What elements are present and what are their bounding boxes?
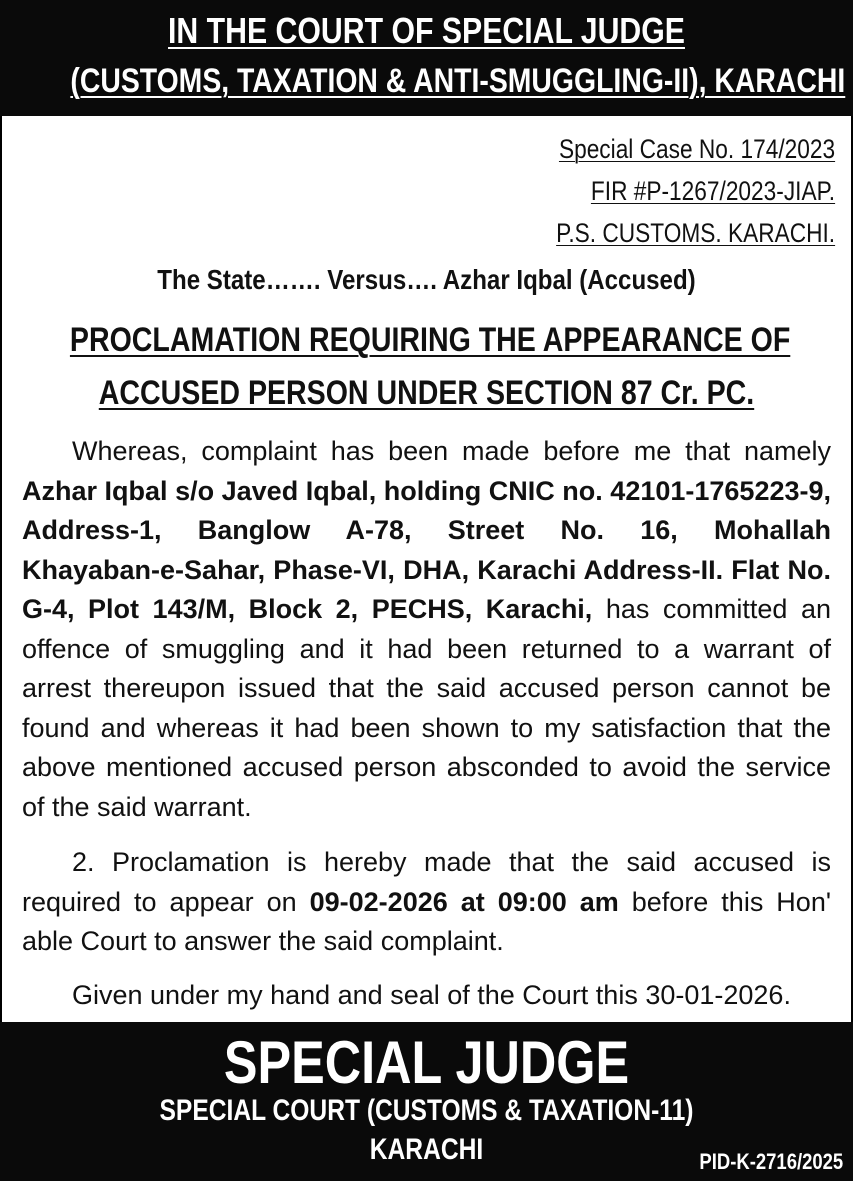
court-title: IN THE COURT OF SPECIAL JUDGE bbox=[168, 10, 685, 51]
para1-line: found and whereas it had been shown to my satisfaction that the bbox=[22, 712, 831, 743]
signatory-court: SPECIAL COURT (CUSTOMS & TAXATION-11) bbox=[159, 1094, 694, 1127]
para2-line: able Court to answer the said complaint. bbox=[22, 926, 504, 956]
case-number: Special Case No. 174/2023 bbox=[558, 134, 835, 164]
proclamation-title-line2: ACCUSED PERSON UNDER SECTION 87 Cr. PC. bbox=[98, 374, 755, 412]
notice-body bbox=[2, 116, 851, 1022]
para1-text: has committed an bbox=[592, 594, 831, 624]
para1-line: above mentioned accused person absconded to avoid the service bbox=[22, 752, 831, 782]
para1-line: arrest thereupon issued that the said accused person cannot be bbox=[22, 673, 831, 703]
para2-line bbox=[22, 883, 831, 923]
para2-line: 2. Proclamation is hereby made that the said accused is bbox=[72, 847, 831, 877]
header-banner bbox=[0, 0, 853, 116]
court-subtitle: (CUSTOMS, TAXATION & ANTI-SMUGGLING-II), KARACHI bbox=[70, 62, 846, 100]
para1-line: of the said warrant. bbox=[22, 791, 252, 822]
accused-address-3: G-4, Plot 143/M, Block 2, PECHS, Karachi, bbox=[22, 594, 593, 624]
case-parties: The State……. Versus…. Azhar Iqbal (Accused) bbox=[157, 264, 696, 295]
appearance-date: 09-02-2026 at 09:00 am bbox=[309, 886, 619, 917]
police-station: P.S. CUSTOMS. KARACHI. bbox=[556, 218, 835, 248]
para1-line: Whereas, complaint has been made before me that namely bbox=[72, 436, 831, 466]
signatory-city: KARACHI bbox=[369, 1133, 484, 1166]
accused-address-2: Khayaban-e-Sahar, Phase-VI, DHA, Karachi Address-II. Flat No. bbox=[22, 554, 831, 585]
para1-line bbox=[22, 551, 831, 591]
para2-text: before this Hon' bbox=[618, 886, 831, 917]
para1-line bbox=[22, 590, 831, 630]
paragraph-given bbox=[22, 976, 831, 1016]
paragraph-complaint bbox=[22, 432, 831, 827]
accused-name: Azhar Iqbal s/o Javed Iqbal, holding CNIC no. 42101-1765223-9, bbox=[22, 475, 831, 506]
para1-line bbox=[22, 511, 831, 551]
given-line: Given under my hand and seal of the Court this 30-01-2026. bbox=[72, 980, 791, 1010]
para1-line: offence of smuggling and it had been returned to a warrant of bbox=[22, 633, 831, 664]
case-info bbox=[503, 128, 835, 254]
signatory-title: SPECIAL JUDGE bbox=[223, 1029, 630, 1096]
footer-banner bbox=[0, 1022, 853, 1181]
accused-address-1: Address-1, Banglow A-78, Street No. 16, Mohallah bbox=[22, 515, 831, 545]
paragraph-proclamation bbox=[22, 843, 831, 962]
pid-number: PID-K-2716/2025 bbox=[699, 1149, 843, 1174]
para1-line bbox=[22, 472, 831, 512]
para2-text: required to appear on bbox=[22, 886, 310, 917]
proclamation-title-line1: PROCLAMATION REQUIRING THE APPEARANCE OF bbox=[69, 321, 791, 359]
fir-number: FIR #P-1267/2023-JIAP. bbox=[590, 176, 835, 206]
